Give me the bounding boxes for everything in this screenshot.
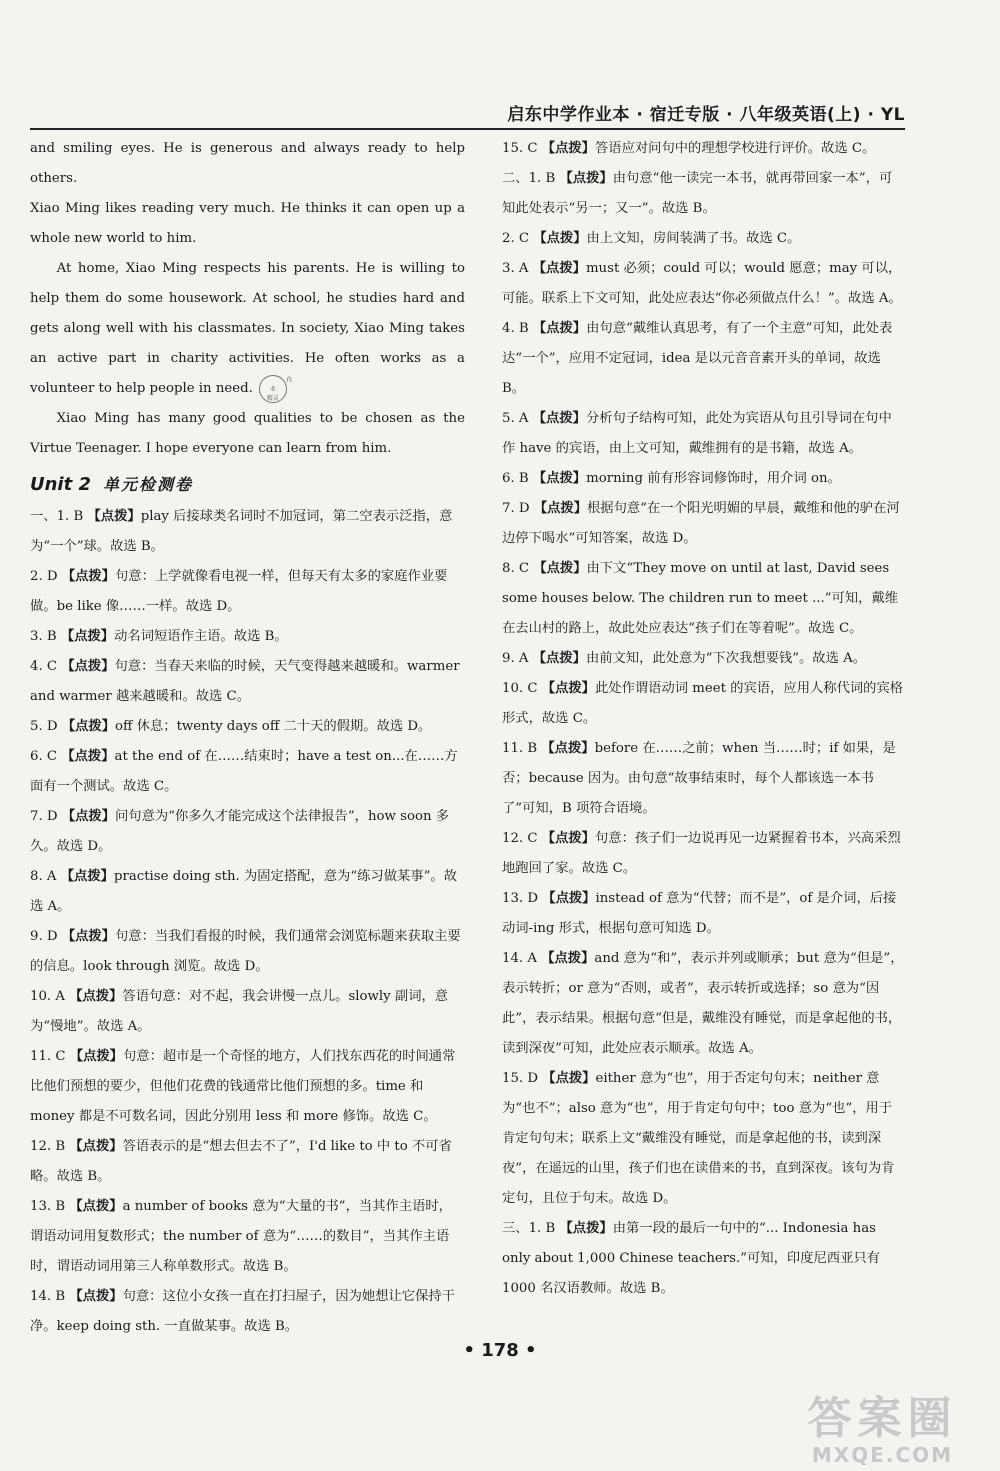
hint-tag: 【点拨】 <box>559 1221 613 1236</box>
answer-number: 12. B <box>30 1139 66 1154</box>
answer-explanation: 答语句意：对不起，我会讲慢一点儿。slowly 副词，意为“慢地”。故选 A。 <box>30 989 449 1034</box>
answer-item <box>30 862 465 922</box>
answer-list-right <box>502 134 904 1304</box>
answer-explanation: 答语表示的是“想去但去不了”，I'd like to 中 to 不可省略。故选 B。 <box>30 1139 452 1184</box>
answer-explanation: 句意：孩子们一边说再见一边紧握着书本，兴高采烈地跑回了家。故选 C。 <box>502 831 901 876</box>
answer-item <box>502 464 904 494</box>
answer-number: 9. A <box>502 651 529 666</box>
answer-item <box>30 742 465 802</box>
stamp-seal: 作业 精灵 <box>259 375 287 403</box>
hint-tag: 【点拨】 <box>533 561 587 576</box>
answer-number: 7. D <box>502 501 530 516</box>
answer-number: 7. D <box>30 809 58 824</box>
watermark-text: 答案圈 <box>807 1393 958 1444</box>
answer-explanation: 由句意“他一读完一本书，就再带回家一本”，可知此处表示“另一；又一”。故选 B。 <box>502 171 893 216</box>
answer-number: 2. C <box>502 231 530 246</box>
answer-list-left <box>30 502 465 1342</box>
answer-item <box>30 652 465 712</box>
answer-number: 4. C <box>30 659 58 674</box>
answer-number: 6. B <box>502 471 529 486</box>
answer-item <box>502 1214 904 1304</box>
passage-paragraph: Xiao Ming has many good qualities to be chosen as the Virtue Teenager. I hope everyone can learn from him. <box>30 411 465 456</box>
answer-number: 11. C <box>30 1049 66 1064</box>
unit-heading <box>30 470 465 500</box>
hint-tag: 【点拨】 <box>541 141 595 156</box>
answer-item <box>30 562 465 622</box>
answer-item <box>30 1042 465 1132</box>
hint-tag: 【点拨】 <box>532 321 587 336</box>
answer-explanation: instead of 意为“代替；而不是”，of 是介词，后接动词-ing 形式，根据句意可知选 D。 <box>502 891 897 936</box>
answer-explanation: 根据句意“在一个阳光明媚的早晨，戴维和他的驴在河边停下喝水”可知答案，故选 D。 <box>502 501 900 546</box>
hint-tag: 【点拨】 <box>533 231 587 246</box>
hint-tag: 【点拨】 <box>61 719 115 734</box>
answer-explanation: must 必须；could 可以；would 愿意；may 可以，可能。联系上下文可知，此处应表达“你必须做点什么！”。故选 A。 <box>502 261 902 306</box>
watermark-url: MXQE.COM <box>811 1443 954 1467</box>
hint-tag: 【点拨】 <box>60 629 115 644</box>
hint-tag: 【点拨】 <box>541 831 595 846</box>
answer-number: 3. B <box>30 629 57 644</box>
hint-tag: 【点拨】 <box>559 171 613 186</box>
passage-paragraph: and smiling eyes. He is generous and always ready to help others. <box>30 141 465 186</box>
unit-subtitle: 单元检测卷 <box>103 475 194 494</box>
answer-explanation: off 休息；twenty days off 二十天的假期。故选 D。 <box>115 719 432 734</box>
answer-item <box>30 1132 465 1192</box>
answer-item <box>502 164 904 224</box>
answer-item <box>502 254 904 314</box>
answer-explanation: 由前文知，此处意为“下次我想要钱”。故选 A。 <box>585 651 867 666</box>
right-column <box>502 134 904 1304</box>
hint-tag: 【点拨】 <box>541 681 595 696</box>
passage-paragraph: Xiao Ming likes reading very much. He thinks it can open up a whole new world to him. <box>30 201 465 246</box>
hint-tag: 【点拨】 <box>60 869 114 884</box>
answer-number: 10. C <box>502 681 538 696</box>
answer-explanation: before 在……之前；when 当……时；if 如果，是否；because 因为。由句意“故事结束时，每个人都该选一本书了”可知，B 项符合语境。 <box>502 741 896 816</box>
answer-item <box>502 314 904 404</box>
answer-number: 13. D <box>502 891 539 906</box>
answer-item <box>502 404 904 464</box>
answer-explanation: 句意：这位小女孩一直在打扫屋子，因为她想让它保持干净。keep doing sth. 一直做某事。故选 B。 <box>30 1289 455 1334</box>
answer-item <box>502 884 904 944</box>
answer-item <box>30 712 465 742</box>
hint-tag: 【点拨】 <box>69 1049 123 1064</box>
watermark-logo <box>770 1395 995 1467</box>
answer-item <box>502 224 904 254</box>
answer-explanation: 由上文知，房间装满了书。故选 C。 <box>586 231 801 246</box>
answer-item <box>30 922 465 982</box>
answer-explanation: and 意为“和”，表示并列或顺承；but 意为“但是”，表示转折；or 意为“否则，或者”，表示转折或选择；so 意为“因此”，表示结果。根据句意“但是，戴维没有睡觉，而是拿起他的书，读到深夜”可知，此处应表示顺承。故选 A。 <box>502 951 904 1056</box>
hint-tag: 【点拨】 <box>61 929 115 944</box>
answer-number: 13. B <box>30 1199 66 1214</box>
unit-title: Unit 2 <box>30 474 91 495</box>
answer-item <box>30 982 465 1042</box>
answer-explanation: 句意：超市是一个奇怪的地方，人们找东西花的时间通常比他们预想的要少，但他们花费的钱通常比他们预想的多。time 和 money 都是不可数名词，因此分别用 less 和 more 修饰。故选 C。 <box>30 1049 456 1124</box>
running-header: 启东中学作业本 · 宿迁专版 · 八年级英语(上) · YL <box>507 105 905 125</box>
answer-explanation: at the end of 在……结束时；have a test on...在……方面有一个测试。故选 C。 <box>30 749 458 794</box>
answer-explanation: play 后接球类名词时不加冠词，第二空表示泛指，意为“一个”球。故选 B。 <box>30 509 453 554</box>
answer-explanation: 分析句子结构可知，此处为宾语从句且引导词在句中作 have 的宾语，由上文可知，戴维拥有的是书籍，故选 A。 <box>502 411 892 456</box>
answer-number: 15. D <box>502 1071 539 1086</box>
hint-tag: 【点拨】 <box>532 651 586 666</box>
answer-number: 12. C <box>502 831 538 846</box>
answer-number: 三、1. B <box>502 1221 556 1236</box>
answer-number: 二、1. B <box>502 171 556 186</box>
hint-tag: 【点拨】 <box>61 749 115 764</box>
hint-tag: 【点拨】 <box>61 659 115 674</box>
answer-explanation: 句意：当我们看报的时候，我们通常会浏览标题来获取主要的信息。look through 浏览。故选 D。 <box>30 929 461 974</box>
answer-explanation: practise doing sth. 为固定搭配，意为“练习做某事”。故选 A。 <box>30 869 458 914</box>
answer-explanation: 由句意“戴维认真思考，有了一个主意”可知，此处表达“一个”，应用不定冠词，idea 是以元音音素开头的单词，故选 B。 <box>502 321 893 396</box>
answer-explanation: 此处作谓语动词 meet 的宾语，应用人称代词的宾格形式，故选 C。 <box>502 681 904 726</box>
answer-item <box>30 1192 465 1282</box>
answer-number: 2. D <box>30 569 58 584</box>
answer-explanation: either 意为“也”，用于否定句句末；neither 意为“也不”；also 意为“也”，用于肯定句句中；too 意为“也”，用于肯定句句末；联系上文“戴维没有睡觉，而是拿起他的书，读到深夜”，在遥远的山里，孩子们也在读借来的书，直到深夜。该句为肯定句，且位于句末。故选 D。 <box>502 1071 895 1206</box>
answer-number: 3. A <box>502 261 529 276</box>
answer-item <box>502 674 904 734</box>
answer-number: 14. A <box>502 951 537 966</box>
answer-number: 5. A <box>502 411 529 426</box>
hint-tag: 【点拨】 <box>61 569 115 584</box>
answer-explanation: 句意：上学就像看电视一样，但每天有太多的家庭作业要做。be like 像……一样。故选 D。 <box>30 569 448 614</box>
answer-explanation: 由第一段的最后一句中的“... Indonesia has only about 1,000 Chinese teachers.”可知，印度尼西亚只有 1000 名汉语教师。故选 B。 <box>502 1221 880 1296</box>
hint-tag: 【点拨】 <box>87 509 141 524</box>
hint-tag: 【点拨】 <box>69 989 123 1004</box>
passage <box>30 134 465 464</box>
answer-number: 9. D <box>30 929 58 944</box>
answer-number: 8. A <box>30 869 57 884</box>
hint-tag: 【点拨】 <box>533 501 587 516</box>
answer-explanation: 由下文“They move on until at last, David sees some houses below. The children run to meet ...”可知，戴维在去山村的路上，故此处应表达“孩子们在等着呢”。故选 C。 <box>502 561 899 636</box>
hint-tag: 【点拨】 <box>69 1139 123 1154</box>
answer-number: 5. D <box>30 719 58 734</box>
header-rule <box>30 128 905 130</box>
answer-number: 10. A <box>30 989 65 1004</box>
answer-number: 15. C <box>502 141 538 156</box>
answer-item <box>30 802 465 862</box>
page-number: • 178 • <box>463 1340 537 1361</box>
hint-tag: 【点拨】 <box>541 951 595 966</box>
answer-explanation: 动名词短语作主语。故选 B。 <box>114 629 288 644</box>
answer-item <box>502 554 904 644</box>
hint-tag: 【点拨】 <box>542 1071 596 1086</box>
hint-tag: 【点拨】 <box>69 1199 123 1214</box>
answer-explanation: 答语应对问句中的理想学校进行评价。故选 C。 <box>594 141 876 156</box>
answer-item <box>30 502 465 562</box>
hint-tag: 【点拨】 <box>61 809 115 824</box>
answer-item <box>502 824 904 884</box>
hint-tag: 【点拨】 <box>541 741 595 756</box>
answer-item <box>502 134 904 164</box>
answer-item <box>502 734 904 824</box>
answer-number: 一、1. B <box>30 509 84 524</box>
answer-explanation: morning 前有形容词修饰时，用介词 on。 <box>586 471 841 486</box>
hint-tag: 【点拨】 <box>532 261 586 276</box>
hint-tag: 【点拨】 <box>532 411 586 426</box>
passage-paragraph: At home, Xiao Ming respects his parents. He is willing to help them do some housework. At school, he studies hard and gets along well with his classmates. In society, Xiao Ming takes an active part in charity activities. He often works as a volunteer to help people in need.作业 精灵 <box>30 261 465 402</box>
answer-number: 11. B <box>502 741 538 756</box>
answer-item <box>30 1282 465 1342</box>
answer-explanation: 问句意为“你多久才能完成这个法律报告”，how soon 多久。故选 D。 <box>30 809 450 854</box>
hint-tag: 【点拨】 <box>69 1289 123 1304</box>
answer-number: 6. C <box>30 749 58 764</box>
answer-explanation: a number of books 意为“大量的书”，当其作主语时，谓语动词用复数形式；the number of 意为“……的数目”，当其作主语时，谓语动词用第三人称单数形式。故选 B。 <box>30 1199 452 1274</box>
answer-number: 14. B <box>30 1289 66 1304</box>
answer-number: 4. B <box>502 321 529 336</box>
answer-item <box>502 644 904 674</box>
answer-explanation: 句意：当春天来临的时候，天气变得越来越暖和。warmer and warmer 越来越暖和。故选 C。 <box>30 659 460 704</box>
answer-number: 8. C <box>502 561 530 576</box>
answer-item <box>30 622 465 652</box>
left-column <box>30 134 465 1342</box>
answer-item <box>502 944 904 1064</box>
hint-tag: 【点拨】 <box>532 471 587 486</box>
answer-item <box>502 1064 904 1214</box>
answer-item <box>502 494 904 554</box>
hint-tag: 【点拨】 <box>542 891 596 906</box>
